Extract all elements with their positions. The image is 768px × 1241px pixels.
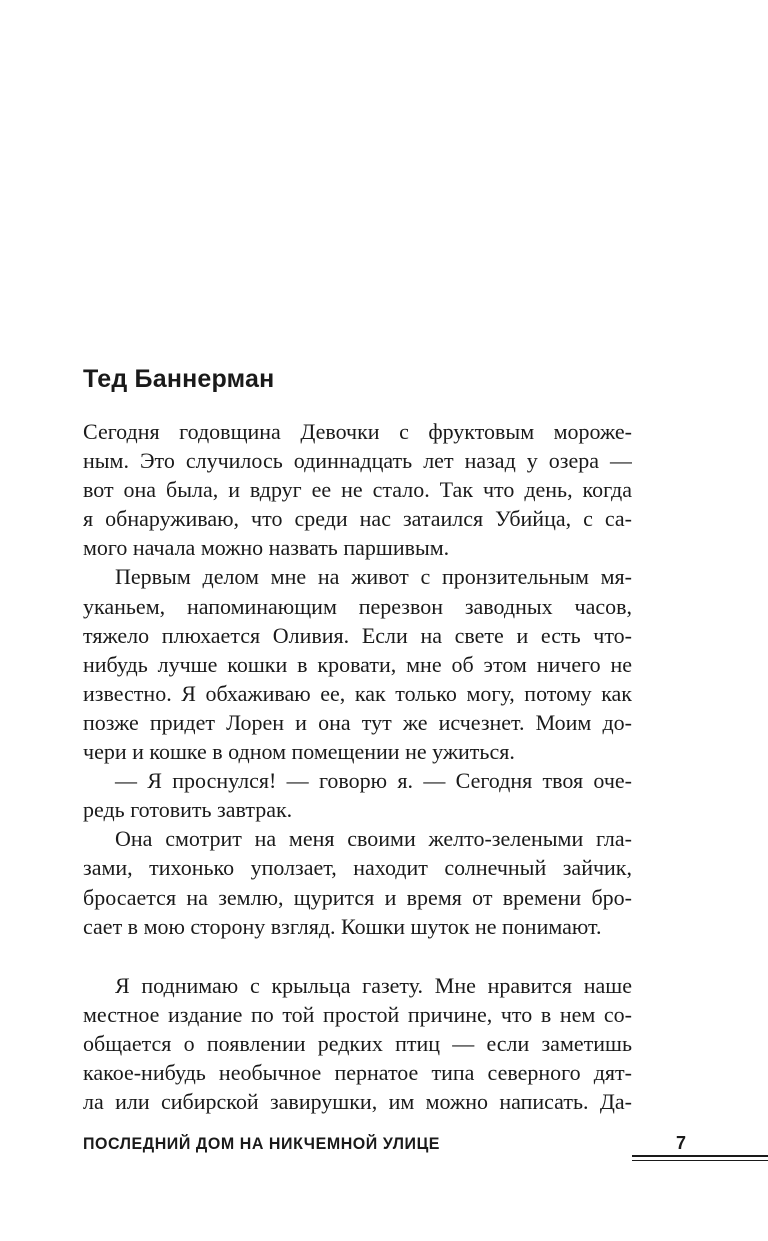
chapter-title: Тед Баннерман (83, 365, 275, 393)
body-text (83, 417, 632, 1116)
text-line: местное издание по той простой причине, что в нем со- (83, 1001, 632, 1027)
text-line: Сегодня годовщина Девочки с фруктовым мороже- (83, 419, 632, 444)
text-line: Я поднимаю с крыльца газету. Мне нравится наше (115, 972, 632, 998)
footer-rule-thin (632, 1160, 768, 1161)
text-line: — Я проснулся! — говорю я. — Сегодня твоя оче- (115, 768, 632, 794)
text-line: зами, тихонько уползает, находит солнечный зайчик, (83, 855, 632, 881)
text-line: ла или сибирской завирушки, им можно написать. Да- (83, 1089, 632, 1115)
text-line: мого начала можно назвать паршивым. (83, 535, 450, 561)
text-line: бросается на землю, щурится и время от времени бро- (83, 884, 632, 910)
text-line: нибудь лучше кошки в кровати, мне об этом ничего не (83, 651, 632, 677)
text-line: общается о появлении редких птиц — если заметишь (83, 1030, 632, 1056)
text-line: ным. Это случилось одиннадцать лет назад у озера — (83, 448, 632, 474)
text-line: сает в мою сторону взгляд. Кошки шуток не понимают. (83, 913, 602, 939)
text-line: уканьем, напоминающим перезвон заводных часов, (83, 593, 632, 619)
text-line: редь готовить завтрак. (83, 797, 293, 823)
text-line: известно. Я обхаживаю ее, как только могу, потому как (83, 680, 632, 706)
text-line: вот она была, и вдруг ее не стало. Так что день, когда (83, 477, 632, 503)
text-line: какое-нибудь необычное пернатое типа северного дят- (83, 1059, 632, 1085)
page-number: 7 (676, 1133, 687, 1153)
section-break (83, 941, 632, 971)
text-line: позже придет Лорен и она тут же исчезнет. Моим до- (83, 709, 632, 735)
running-footer-title: ПОСЛЕДНИЙ ДОМ НА НИКЧЕМНОЙ УЛИЦЕ (83, 1134, 441, 1153)
text-line: чери и кошке в одном помещении не ужиться. (83, 739, 515, 765)
text-line: я обнаруживаю, что среди нас затаился Убийца, с са- (83, 506, 632, 532)
text-line: тяжело плюхается Оливия. Если на свете и есть что- (83, 622, 632, 648)
footer-rule-thick (632, 1155, 768, 1157)
text-line: Первым делом мне на живот с пронзительным мя- (115, 564, 632, 590)
text-line: Она смотрит на меня своими желто-зелеными гла- (115, 826, 632, 852)
